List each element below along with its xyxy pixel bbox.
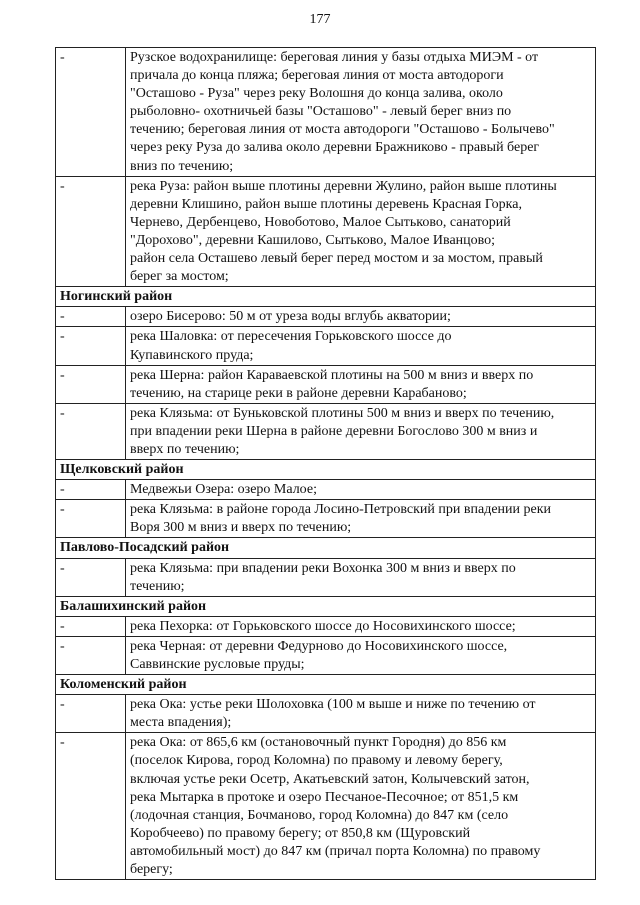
table-row [56,636,596,674]
table-row [56,327,596,365]
description-line: Коробчеево) по правому берегу; от 850,8 км (Щуровский [130,825,471,841]
description-line: Медвежьи Озера: озеро Малое; [130,482,317,498]
description-line: "Дорохово", деревни Кашилово, Сытьково, Малое Иванцово; [130,232,496,248]
region-header-row [56,596,596,616]
description-line: рыболовно- охотничьей базы "Осташово" - левый берег вниз по [130,104,512,120]
table-row [56,307,596,327]
region-name: Балашихинский район [56,596,596,616]
description-line: автомобильный мост) до 847 км (причал порта Коломна) по правому [130,843,541,859]
region-name: Ногинский район [56,287,596,307]
description-line: берег за мостом; [130,269,229,285]
row-marker: - [56,500,126,538]
description-line: берегу; [130,862,173,878]
description-line: (поселок Кирова, город Коломна) по правому и левому берегу, [130,753,503,769]
row-marker: - [56,636,126,674]
region-header-row [56,675,596,695]
table-row [56,500,596,538]
row-description [126,558,596,596]
table-row [56,365,596,403]
row-description [126,307,596,327]
region-name: Щелковский район [56,460,596,480]
description-line: Рузское водохранилище: береговая линия у базы отдыха МИЭМ - от [130,50,539,65]
region-header-row [56,460,596,480]
row-description [126,616,596,636]
description-line: течению; [130,578,185,594]
row-description [126,403,596,459]
row-description [126,695,596,733]
row-marker: - [56,733,126,880]
description-line: река Пехорка: от Горьковского шоссе до Носовихинского шоссе; [130,618,516,634]
description-line: река Клязьма: от Буньковской плотины 500 м вниз и вверх по течению, [130,405,555,421]
row-description [126,500,596,538]
table-row [56,695,596,733]
description-line: река Мытарка в протоке и озеро Песчаное-Песочное; от 851,5 км [130,789,519,805]
region-header-row [56,538,596,558]
description-line: река Клязьма: в районе города Лосино-Петровский при впадении реки [130,502,552,518]
row-description [126,480,596,500]
row-description [126,365,596,403]
row-description [126,48,596,177]
row-marker: - [56,403,126,459]
description-line: Купавинского пруда; [130,347,254,363]
row-marker: - [56,695,126,733]
row-marker: - [56,480,126,500]
description-line: река Шерна: район Караваевской плотины на 500 м вниз и вверх по [130,367,534,383]
description-line: включая устье реки Осетр, Акатьевский затон, Колычевский затон, [130,771,530,787]
description-line: вверх по течению; [130,441,240,457]
description-line: (лодочная станция, Бочманово, город Коломна) до 847 км (село [130,807,509,823]
row-marker: - [56,48,126,177]
row-marker: - [56,365,126,403]
table-row [56,176,596,287]
row-description [126,327,596,365]
description-line: река Клязьма: при впадении реки Вохонка 300 м вниз и вверх по [130,560,516,576]
description-line: район села Осташево левый берег перед мостом и за мостом, правый [130,251,543,267]
description-line: через реку Руза до залива около деревни Бражниково - правый берег [130,140,540,156]
description-line: Чернево, Дербенцево, Новоботово, Малое Сытьково, санаторий [130,214,511,230]
row-description [126,636,596,674]
table-row [56,616,596,636]
description-line: река Шаловка: от пересечения Горьковского шоссе до [130,329,452,345]
description-line: места впадения); [130,715,232,731]
region-header-row [56,287,596,307]
table-row [56,558,596,596]
row-description [126,733,596,880]
description-line: река Черная: от деревни Федурново до Носовихинского шоссе, [130,638,508,654]
row-marker: - [56,558,126,596]
row-marker: - [56,616,126,636]
table-row [56,480,596,500]
description-line: Саввинские русловые пруды; [130,657,305,672]
row-description [126,176,596,287]
row-marker: - [56,176,126,287]
region-name: Коломенский район [56,675,596,695]
description-line: река Ока: от 865,6 км (остановочный пункт Городня) до 856 км [130,735,507,751]
description-line: вниз по течению; [130,158,234,174]
description-line: река Ока: устье реки Шолоховка (100 м выше и ниже по течению от [130,697,536,713]
row-marker: - [56,327,126,365]
table-body [56,48,596,880]
region-name: Павлово-Посадский район [56,538,596,558]
table-row [56,403,596,459]
page-number: 177 [309,12,331,27]
description-line: деревни Клишино, район выше плотины деревень Красная Горка, [130,196,522,212]
row-marker: - [56,307,126,327]
table-row [56,733,596,880]
description-line: при впадении реки Шерна в районе деревни Богослово 300 м вниз и [130,423,538,439]
description-line: Воря 300 м вниз и вверх по течению; [130,520,352,536]
regulation-table [55,47,596,880]
description-line: причала до конца пляжа; береговая линия от моста автодороги [130,68,504,84]
description-line: течению; береговая линия от моста автодороги "Осташово - Болычево" [130,122,555,138]
description-line: течению, на старице реки в районе деревни Карабаново; [130,385,467,401]
table-row [56,48,596,177]
description-line: озеро Бисерово: 50 м от уреза воды вглубь акватории; [130,309,451,325]
description-line: "Осташово - Руза" через реку Волошня до конца залива, около [130,86,503,102]
description-line: река Руза: район выше плотины деревни Жулино, район выше плотины [130,178,557,194]
